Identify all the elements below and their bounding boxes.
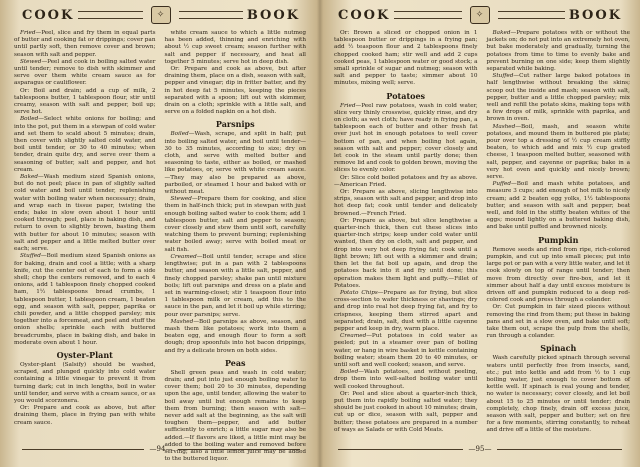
recipe-text: —Boil and mash white potatoes, and measure 3 cups; add enough of hot milk to nicely cream; add 2 beaten egg yolks, 1½ tablespoons butter, and season with salt and pepper; beat well, and fold in the stiffly beaten whites of the eggs; mound lightly on a buttered baking dish, and bake until puffed and browned nicely.: [486, 181, 630, 231]
recipe-text: —Boil medium sized Spanish onions as for baking, drain and cool a little; with a sharp knife, cut the center out of each to form a side shell; chop the centers removed, and to each 4 onions, add 1 tablespoon finely chopped cooked ham, 1½ tablespoons bread crumbs, 1 tablespoon butter, 1 tablespoon cream, 1 beaten egg, and season with salt, pepper, paprika or chili powder, and a little chopped parsley; mix together into a forcemeat, and peel and stuff the onion shells; sprinkle each with buttered breadcrumbs, place in baking dish, and bake in moderate oven about 1 hour.: [14, 253, 156, 346]
recipe-lead: Puffed: [492, 181, 512, 188]
recipe-paragraph: [334, 30, 478, 88]
recipe-paragraph: [334, 218, 478, 290]
recipe-paragraph: [487, 73, 631, 123]
recipe-text: Oyster-plant (Salsify) should be washed, scraped, and plunged quickly into cold water containing a little vinegar to prevent it from turning dark; cut in inch lengths, boil in water until tender, and serve with a cream sauce, or as you would scorzonera.: [14, 361, 156, 404]
recipe-text: —Boil parsnips as above, season, and mash them like potatoes; work into them a beaten egg, and enough flour to form a soft dough; drop spoonfuls into hot bacon drippings, and fry a delicate brown on both sides.: [164, 318, 306, 354]
recipe-text: white cream sauce to which a little nutmeg has been added, thinning and enriching with about ½ cup sweet cream; season further with salt and pepper if necessary, and heat all together 5 minutes; serve hot in deep dish.: [164, 30, 306, 65]
recipe-paragraph: [14, 174, 156, 253]
recipe-paragraph: [165, 131, 307, 196]
recipe-text: Wash carefully picked spinach through several waters until perfectly free from insects, sand, etc.; put into kettle and add from ½ to 1 cup boiling water, just enough to cover bottom of kettle well. If spinach is real young and tender, no water is necessary; cover closely, and let boil about 15 to 25 minutes or until tender; drain completely, chop finely, drain off excess juice, season with salt, pepper and butter; set on fire for a few moments, stirring constantly, to reheat and drive off a little of the moisture.: [486, 355, 630, 434]
recipe-paragraph: [334, 290, 478, 333]
page-number: —94—: [149, 445, 173, 453]
recipe-paragraph: [334, 333, 478, 369]
section-heading: Spinach: [540, 343, 577, 354]
recipe-paragraph: [487, 124, 631, 182]
recipe-text: —Boil, mash, and season white potatoes, and mound them in buttered pie plate; pour over top a dressing of ½ cup cream stiffly beaten, to which add and mix ½ cup grated cheese, 1 teaspoon melted butter, seasoned with salt, pepper, and cayenne or paprika; bake in a very hot oven and quickly and nicely brown; serve.: [486, 123, 630, 181]
recipe-paragraph: [487, 181, 631, 231]
text-column: [164, 30, 307, 463]
recipe-lead: Fried: [340, 102, 356, 109]
recipe-text: —Wash, scrape, and split in half; put into boiling salted water, and boil until tender—30 to 35 minutes, according to size; dry on cloth, and serve with melted butter and seasoning to taste, either as boiled, or mashed like potatoes, or, serve with white cream sauce.—They may also be prepared as above, parboiled, or steamed 1 hour and baked with or without meat.: [164, 131, 306, 196]
recipe-lead: Boiled: [20, 116, 39, 123]
text-column: [487, 30, 631, 440]
text-columns: [334, 30, 630, 440]
recipe-lead: Boiled: [340, 369, 359, 376]
page-number: —95—: [468, 445, 492, 453]
recipe-paragraph: [14, 116, 156, 174]
text-column: [14, 30, 156, 440]
recipe-paragraph: [165, 319, 307, 355]
recipe-text: Or: Boil and drain; add a cup of milk, 2 tablespoons butter, 1 tablespoon flour, stir until creamy, season with salt and pepper, boil up; serve hot.: [14, 87, 156, 116]
header-word-cook: COOK: [22, 7, 75, 23]
recipe-paragraph: [334, 369, 478, 391]
recipe-lead: Stewed: [170, 196, 192, 203]
recipe-paragraph: [487, 355, 631, 434]
recipe-text: Or: Slice cold boiled potatoes and fry as above.—American Fried.: [334, 174, 478, 188]
emblem-icon: ✧: [151, 6, 171, 24]
footer-rule: [178, 449, 300, 450]
header-word-book: BOOK: [568, 7, 623, 23]
recipe-text: Remove seeds and rind from ripe, rich-colored pumpkin, and cut up into small pieces; put into large pot or pan with a very little water, and let it cook slowly on top of range until tender; then move from directly over fire-box, and let it simmer about half a day until excess moisture is driven off and pumpkin reduced to a deep red-colored cook and press through a colander.: [486, 246, 630, 304]
recipe-paragraph: [14, 362, 156, 405]
recipe-text: —Cut rather large baked potatoes in half lengthwise without breaking the skins; scoop out the inside and mash; season with salt, pepper, butter and a little chopped parsley; mix well and refill the potato skins, making tops with a few drops of milk, sprinkle with paprika, and brown in oven.: [486, 73, 630, 123]
header-rule: [179, 11, 243, 19]
emblem-icon: ✧: [470, 6, 490, 24]
section-heading: Potatoes: [386, 90, 426, 101]
right-page: [320, 0, 640, 467]
recipe-paragraph: [14, 59, 156, 88]
header-rule: [78, 11, 142, 19]
header-word-book: BOOK: [246, 7, 301, 23]
page-header: [22, 6, 300, 24]
recipe-lead: Creamed: [170, 253, 197, 260]
text-column: [334, 30, 478, 440]
recipe-text: —Prepare them for cooking, and slice them in half-inch thick; put in stewpan with just enough boiling salted water to cook them; add 1 tablespoon butter, salt and pepper to season; cover closely and stew them until soft, carefully watching them to prevent burning; replenishing water boiled away; serve with boiled meat or salt fish.: [164, 196, 306, 253]
recipe-text: Or: Cut pumpkin in fair sized pieces without removing the rind from them; put these in baking pans and set in a slow oven, and bake until soft; take them out, scrape the pulp from the shells, run through a colander.: [486, 304, 630, 340]
section-heading: Peas: [224, 357, 246, 368]
recipe-paragraph: [165, 196, 307, 254]
recipe-paragraph: [14, 30, 156, 59]
footer-rule: [497, 449, 622, 450]
recipe-lead: Stewed: [20, 58, 42, 65]
header-word-cook: COOK: [338, 7, 391, 23]
header-rule: [498, 11, 565, 19]
recipe-text: —Wash potatoes, and without peeling, drop them into well-salted boiling water until well cooked throughout.: [334, 369, 478, 390]
recipe-text: —Peel raw potatoes, wash in cold water, slice very thinly crosswise, quickly rinse, and dry on cloth; as wet cloth; have ready in frying pan, a tablespoon each of butter and other fresh fat over just hot in enough potatoes to well cover bottom of pan, and when boiling hot again, season with salt and pepper; cover closely and let cook in the steam until partly done; then remove lid and cook to golden brown, moving the slices to evenly color.: [334, 102, 478, 174]
recipe-text: —Wash medium sized Spanish onions, but do not peel; place in pan of slightly salted cold water and boil until tender, replenishing water with boiling water when necessary; drain, and wrap each in tissue paper, twisting the ends; bake in slow oven about 1 hour until cooked through; peel, place in baking dish, and return to oven to slightly brown, basting them with butter for about 10 minutes; season with salt and pepper and a little melted butter over each; serve.: [14, 174, 156, 253]
recipe-paragraph: [334, 189, 478, 218]
recipe-paragraph: [165, 254, 307, 319]
page-footer: [22, 444, 300, 454]
recipe-lead: Baked: [20, 174, 39, 181]
header-rule: [394, 11, 461, 19]
recipe-paragraph: [487, 247, 631, 305]
recipe-lead: Mashed: [492, 123, 516, 130]
footer-rule: [338, 449, 463, 450]
recipe-lead: Mashed: [170, 318, 194, 325]
recipe-lead: Creamed: [340, 333, 367, 340]
recipe-paragraph: [165, 30, 307, 66]
recipe-paragraph: [14, 405, 156, 427]
section-heading: Pumpkin: [538, 234, 579, 245]
recipe-text: —Peel and cook in boiling salted water until tender; remove to dish with skimmer and serve over them white cream sauce as for asparagus or cauliflower.: [14, 58, 156, 87]
recipe-paragraph: [487, 304, 631, 340]
recipe-text: Or: Prepare as above, but slice lengthwise a quarter-inch thick, then cut these slices into quarter-inch strips; keep under cold water until wanted, then dry on cloth, salt and pepper, and drop into very hot deep frying fat; cook until a light brown; lift out with a skimmer and drain; then let the fat boil up again, and drop the potatoes back into it and fry until done; this operation makes them light and puffy.—Fillet of Potatoes.: [334, 217, 478, 289]
recipe-paragraph: [14, 88, 156, 117]
recipe-paragraph: [165, 66, 307, 116]
recipe-text: Or: Prepare and cook as above, but after draining them, place on a dish, season with salt, pepper and vinegar; dip in fritter batter, and fry in hot deep fat 5 minutes, keeping the pieces separated with a spoon; lift out with skimmer, drain on a cloth; sprinkle with a little salt, and serve on a folded napkin on a hot dish.: [164, 66, 306, 116]
recipe-paragraph: [334, 103, 478, 175]
recipe-text: —Boil until tender, scrape and slice lengthwise; put in a pan with 2 tablespoons butter, and season with a little salt, pepper, and finely chopped parsley; shake pan until mixture boils; lift out parsnips and dress on a plate and set in warming-closet; stir 1 teaspoon flour into 1 tablespoon milk or cream, add this to the sauce in the pan, and let it boil up while stirring; pour over parsnips; serve.: [164, 253, 306, 318]
page-footer: [338, 444, 622, 454]
recipe-text: Or: Peel and slice about a quarter-inch thick, put them into rapidly boiling salted water; they should be just cooked in about 10 minutes; drain, cut up or dice, season with salt, pepper and butter; these potatoes are prepared in a number of ways as Salads or with Cold Meats.: [334, 390, 478, 433]
recipe-text: —Peel, slice and fry them in equal parts of butter and cooking fat or drippings; cover pan until partly soft, then remove cover and brown; season with salt and pepper.: [14, 30, 156, 58]
section-heading: Oyster-Plant: [56, 349, 113, 360]
recipe-lead: Baked: [492, 30, 511, 36]
recipe-paragraph: [487, 30, 631, 73]
recipe-paragraph: [334, 175, 478, 189]
recipe-lead: Stuffed: [492, 73, 514, 80]
footer-rule: [22, 449, 144, 450]
recipe-lead: Boiled: [170, 131, 189, 138]
recipe-lead: Potato Chips: [340, 289, 378, 296]
recipe-text: —Select white onions for boiling; and into the pot, put them in a stewpan of cold water and set them to scald about 5 minutes; drain, then cover with slightly salted cold water, and boil until tender, or 30 to 40 minutes; when tender, drain quite dry, and serve over them a seasoning of butter, salt and pepper, and hot cream.: [14, 116, 156, 173]
recipe-text: —Prepare as for frying, but slice cross-section to wafer thickness or shavings; dry and drop into real hot deep frying fat, and fry to crispness, keeping them stirred apart and separated; drain, salt, dust with a little cayenne pepper and keep in dry, warm place.: [334, 289, 478, 332]
recipe-lead: Stuffed: [20, 253, 41, 260]
recipe-paragraph: [334, 391, 478, 434]
recipe-text: —Prepare potatoes with or without the jackets on; do not put into an extremely hot oven, but bake moderately and gradually, turning the potatoes from time to time to evenly bake and prevent burning on one side; keep them slightly separated while baking.: [486, 30, 630, 73]
recipe-text: Or: Prepare as above, slicing lengthwise into strips, season with salt and pepper, and drop into hot deep fat; cook until tender and delicately browned.—French Fried.: [334, 189, 478, 217]
page-header: [338, 6, 622, 24]
recipe-text: Or: Prepare and cook as above, but after draining them, place in frying pan with white cream sauce.: [14, 405, 156, 426]
section-heading: Parsnips: [215, 119, 255, 130]
recipe-text: Or: Brown a sliced or chopped onion in 1 tablespoon butter or drippings in a frying pan; add ½ teaspoon flour and 2 tablespoons finely chopped cooked ham; stir well and add 2 cups cooked peas, 1 tablespoon water or good stock; a small sprinkle of sugar and nutmeg; season with salt and pepper to taste; simmer about 10 minutes, mixing well; serve.: [334, 30, 478, 87]
recipe-text: Shell green peas and wash in cold water; drain; and put into just enough boiling water to cover them; boil 20 to 30 minutes, depending upon the age, until tender, allowing the water to boil away until but enough remains to keep them from burning; then season with salt—never add salt at the beginning, as the salt will toughen them—pepper, and add butter sufficiently to enrich; a little sugar may also be added.—If flavors are liked, a little mint may be added to the boiling water and removed before serving; also a little lemon juice may be added to the buttered liquor.: [164, 369, 306, 463]
recipe-text: —Put potatoes in cold water as peeled; put in a steamer over pan of boiling water, or hang in wire basket in kettle containing boiling water; steam them 20 to 40 minutes, or until soft and well cooked; season, and serve.: [334, 333, 478, 368]
recipe-lead: Fried: [20, 30, 36, 36]
recipe-paragraph: [14, 253, 156, 347]
